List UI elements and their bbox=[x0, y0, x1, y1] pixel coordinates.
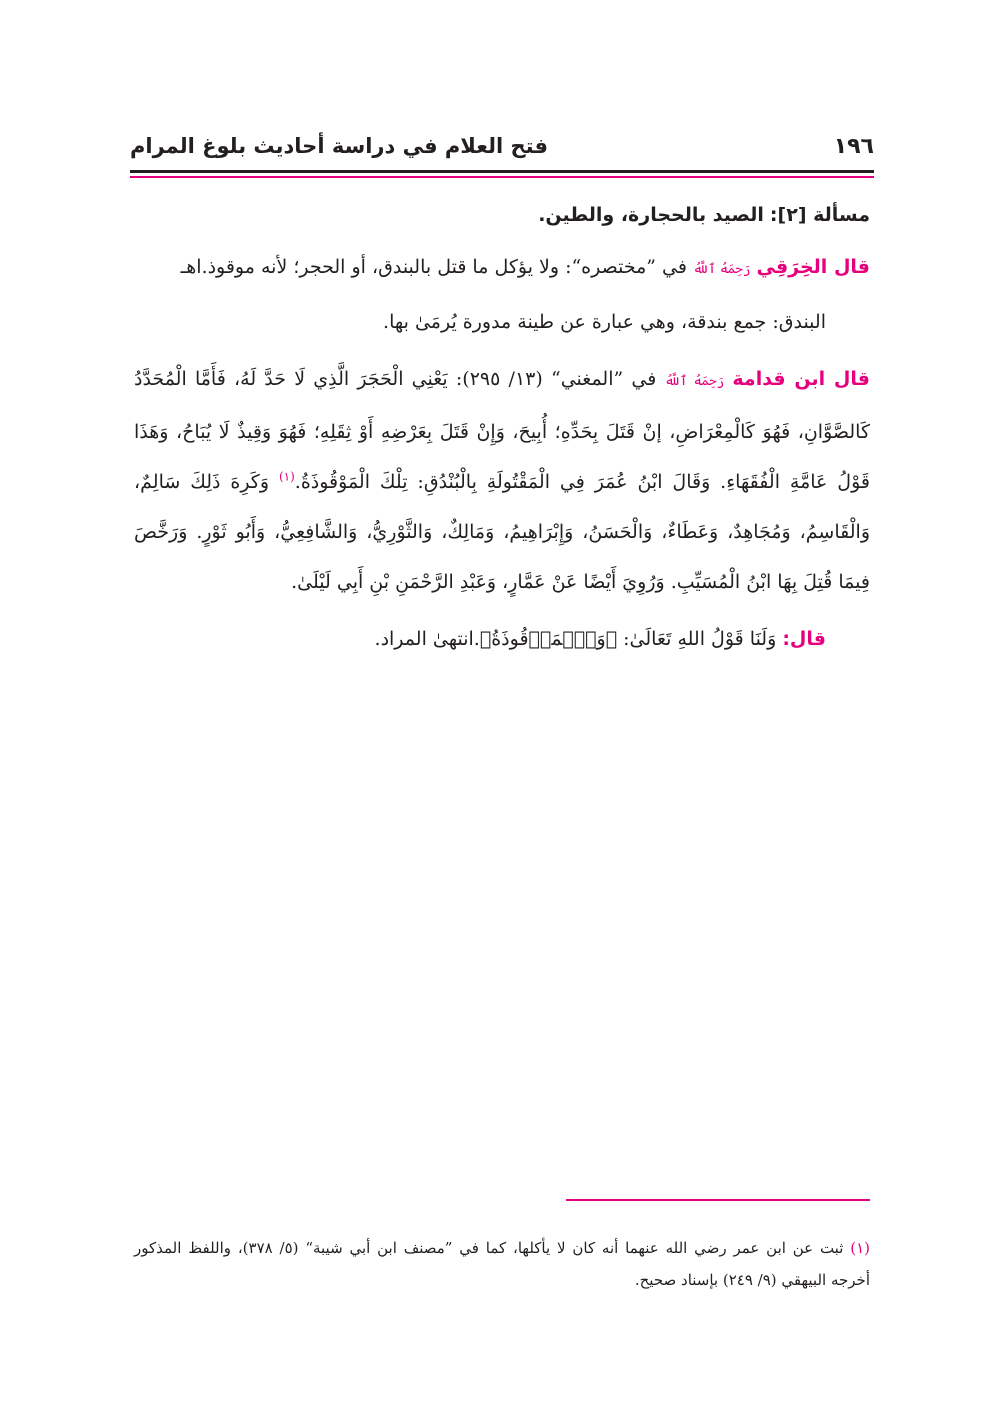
page-number: ١٩٦ bbox=[833, 133, 874, 159]
conclusion-text: وَلَنَا قَوْلُ اللهِ تَعَالَىٰ: ﴿وَٱلۡمَوۡقُوذَةُ﴾.انتهىٰ المراد. bbox=[374, 628, 777, 650]
main-text bbox=[134, 195, 870, 671]
section-heading bbox=[134, 195, 870, 235]
honorific-kharaqi: رَحِمَهُ ٱللَّهُ bbox=[693, 262, 751, 277]
section-label: مسألة [٢]: bbox=[769, 204, 870, 226]
speaker-kharaqi: قال الخِرَقِي bbox=[756, 256, 870, 278]
header-accent-rule bbox=[130, 176, 874, 178]
section-title: الصيد بالحجارة، والطين. bbox=[538, 204, 764, 226]
footnote bbox=[134, 1232, 870, 1296]
paragraph-kharaqi bbox=[134, 247, 870, 290]
ibn-qudama-text-part1: في ”المغني“ (١٣/ ٢٩٥): يَعْنِي الْحَجَرَ الَّذِي لَا حَدَّ لَهُ، فَأَمَّا الْمُحَدَّدُ كَالصَّوَّانِ، فَهُوَ كَالْمِعْرَاضِ، إنْ قَتَلَ بِحَدِّهِ؛ أُبِيحَ، وَإِنْ قَتَلَ بِعَرْضِهِ أَوْ ثِقَلِهِ؛ فَهُوَ وَقِيذٌ لَا يُبَاحُ، وَهَذَا قَوْلُ عَامَّةِ الْفُقَهَاءِ. وَقَالَ ابْنُ عُمَرَ فِي الْمَقْتُولَةِ بِالْبُنْدُقِ: تِلْكَ الْمَوْقُوذَةُ. bbox=[134, 368, 870, 493]
bunduq-definition-text: البندق: جمع بندقة، وهي عبارة عن طينة مدورة يُرمَىٰ بها. bbox=[383, 311, 826, 333]
book-title: فتح العلام في دراسة أحاديث بلوغ المرام bbox=[130, 134, 548, 158]
footnote-reference[interactable]: (١) bbox=[278, 469, 295, 484]
honorific-ibn-qudama: رَحِمَهُ ٱللَّهُ bbox=[664, 374, 725, 389]
running-header bbox=[130, 128, 874, 164]
footnote-separator bbox=[566, 1199, 870, 1201]
speaker-conclusion: قال: bbox=[782, 628, 826, 650]
speaker-ibn-qudama: قال ابن قدامة bbox=[732, 368, 870, 390]
paragraph-bunduq-definition bbox=[134, 302, 870, 342]
footnote-number: (١) bbox=[850, 1239, 870, 1257]
paragraph-ibn-qudama bbox=[134, 354, 870, 607]
header-rule bbox=[130, 170, 874, 173]
paragraph-conclusion bbox=[134, 619, 870, 659]
kharaqi-text: في ”مختصره“: ولا يؤكل ما قتل بالبندق، أو الحجر؛ لأنه موقوذ.اهـ bbox=[180, 256, 687, 278]
ibn-qudama-text-part2: وَكَرِهَ ذَلِكَ سَالِمٌ، وَالْقَاسِمُ، وَمُجَاهِدٌ، وَعَطَاءٌ، وَالْحَسَنُ، وَإِبْرَاهِيمُ، وَمَالِكٌ، وَالثَّوْرِيُّ، وَالشَّافِعِيُّ، وَأَبُو ثَوْرٍ. وَرَخَّصَ فِيمَا قُتِلَ بِهَا ابْنُ الْمُسَيِّبِ. وَرُوِيَ أَيْضًا عَنْ عَمَّارٍ، وَعَبْدِ الرَّحْمَنِ بْنِ أَبِي لَيْلَىٰ. bbox=[134, 471, 870, 593]
footnote-text: ثبت عن ابن عمر رضي الله عنهما أنه كان لا يأكلها، كما في ”مصنف ابن أبي شيبة“ (٥/ ٣٧٨)، واللفظ المذكور أخرجه البيهقي (٩/ ٢٤٩) بإسناد صحيح. bbox=[134, 1239, 870, 1289]
